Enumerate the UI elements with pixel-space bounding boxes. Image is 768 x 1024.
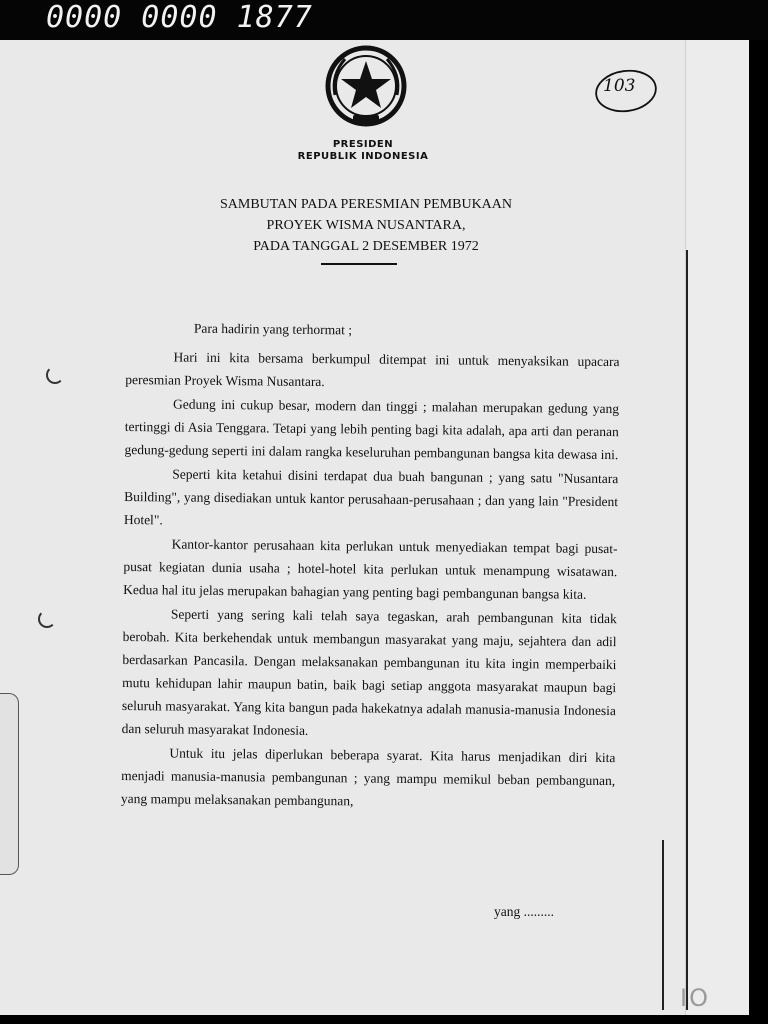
film-header-strip	[0, 0, 768, 40]
punch-hole-mark	[46, 366, 64, 384]
paragraph: Kantor-kantor perusahaan kita perlukan untuk menyediakan tempat bagi pusat-pusat kegiatan dunia usaha ; hotel-hotel kita perlukan untuk menampung wisatawan. Kedua hal itu jelas merupakan bahagian yang penting bagi pembangunan bangsa kita.	[123, 536, 618, 602]
paragraph: Seperti kita ketahui disini terdapat dua buah bangunan ; yang satu "Nusantara Building", yang disediakan untuk kantor perusahaan-perusahaan ; dan yang lain "President Hotel".	[123, 466, 619, 528]
speech-body	[121, 316, 620, 816]
paragraph: Seperti yang sering kali telah saya tegaskan, arah pembangunan kita tidak berobah. Kita berkehendak untuk membangun masyarakat yang maju, sejahtera dan adil berdasarkan Pancasila. Dengan melaksanakan pembangunan itu kita ingin memperbaiki mutu kehidupan lahir maupun batin, baik bagi setiap anggota masyarakat maupun bagi seluruh masyarakat. Yang kita bangun pada hakekatnya adalah manusia-manusia Indonesia dan seluruh masyarakat Indonesia.	[121, 606, 617, 738]
handwritten-page-number	[594, 68, 658, 114]
page-edge-line	[686, 250, 688, 1010]
office-line-1: PRESIDEN	[332, 139, 394, 150]
title-line-3: PADA TANGGAL 2 DESEMBER 1972	[253, 239, 479, 254]
page-number-text: 103	[603, 76, 636, 96]
punch-hole-mark	[38, 610, 56, 628]
garuda-star-emblem	[323, 45, 409, 127]
paragraph: Gedung ini cukup besar, modern dan tinggi ; malahan merupakan gedung yang tertinggi di Asia Tenggara. Tetapi yang lebih penting bagi kita adalah, apa arti dan peranan gedung-gedung seperti ini dalam rangka keseluruhan pembangunan bangsa kita dewasa ini.	[124, 396, 620, 463]
paragraph: Hari ini kita bersama berkumpul ditempat ini untuk menyaksikan upacara peresmian Proyek Wisma Nusantara.	[125, 349, 620, 390]
film-border-bottom	[0, 1015, 768, 1024]
office-heading	[260, 139, 466, 163]
page-edge-line	[662, 840, 664, 1010]
frame-code: 0000 0000 1877	[46, 0, 313, 35]
speech-title	[180, 194, 552, 257]
paragraph: Untuk itu jelas diperlukan beberapa syarat. Kita harus menjadikan diri kita menjadi manusia-manusia pembangunan ; yang mampu memikul beban pembangunan, yang mampu melaksanakan pembangunan,	[120, 745, 616, 809]
title-line-2: PROYEK WISMA NUSANTARA,	[266, 218, 466, 233]
title-line-1: SAMBUTAN PADA PERESMIAN PEMBUKAAN	[219, 197, 513, 212]
film-border-right	[749, 40, 768, 1024]
binder-tab	[0, 693, 19, 875]
footer-mark: IO	[680, 984, 710, 1012]
catchword: yang .........	[494, 904, 554, 919]
page-fold-edge	[685, 40, 750, 1015]
greeting: Para hadirin yang terhormat ;	[193, 320, 353, 338]
office-line-2: REPUBLIK INDONESIA	[297, 151, 429, 162]
title-underline	[321, 263, 397, 265]
